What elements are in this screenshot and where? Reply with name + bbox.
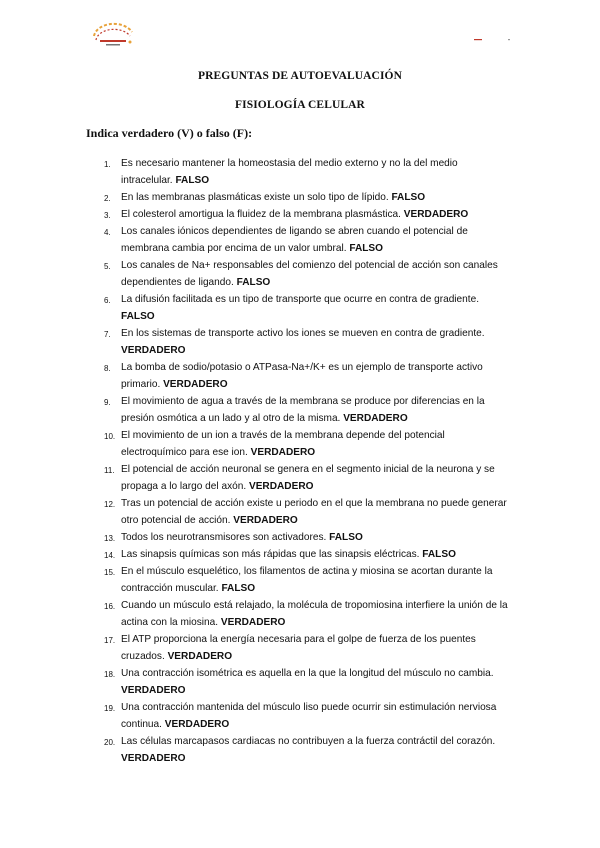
answer-label: VERDADERO (343, 413, 408, 424)
question-item (0, 325, 511, 359)
answer-label: VERDADERO (403, 209, 469, 220)
question-number: 9. (104, 398, 111, 407)
question-item (0, 359, 511, 393)
question-number: 5. (104, 262, 111, 271)
question-item (0, 631, 511, 665)
question-number: 15. (104, 568, 116, 577)
question-item (0, 597, 511, 631)
answer-label: VERDADERO (248, 481, 314, 492)
answer-label: VERDADERO (250, 447, 316, 458)
question-text: Las células marcapasos cardiacas no contribuyen a la fuerza contráctil del corazón. (121, 736, 496, 747)
question-text: Una contracción mantenida del músculo liso puede ocurrir sin estimulación nerviosa continua. (121, 702, 497, 730)
question-text: Todos los neurotransmisores son activadores. (121, 532, 327, 543)
question-text: Los canales de Na+ responsables del comienzo del potencial de acción son canales dependientes de ligando. (121, 260, 498, 288)
question-item (0, 699, 511, 733)
question-item (0, 546, 511, 563)
question-text: La difusión facilitada es un tipo de transporte que ocurre en contra de gradiente. (121, 294, 480, 305)
question-text: El potencial de acción neuronal se genera en el segmento inicial de la neurona y se propaga a lo largo del axón. (121, 464, 495, 492)
question-text: Tras un potencial de acción existe u periodo en el que la membrana no puede generar otro potencial de acción. (121, 498, 507, 526)
question-text: Es necesario mantener la homeostasia del medio externo y no la del medio intracelular. (121, 158, 458, 186)
question-text: El movimiento de un ion a través de la membrana depende del potencial electroquímico para ese ion. (121, 430, 445, 458)
answer-label: FALSO (391, 192, 426, 203)
question-text: En el músculo esquelético, los filamentos de actina y miosina se acortan durante la contracción muscular. (121, 566, 493, 594)
question-item (0, 291, 511, 325)
question-item (0, 665, 511, 699)
question-item (0, 223, 511, 257)
question-text: La bomba de sodio/potasio o ATPasa-Na+/K+ es un ejemplo de transporte activo primario. (121, 362, 483, 390)
question-text: El colesterol amortigua la fluidez de la membrana plasmástica. (121, 209, 401, 220)
question-text: El ATP proporciona la energía necesaria para el golpe de fuerza de los puentes cruzados. (121, 634, 476, 662)
institution-logo (86, 18, 140, 52)
question-number: 3. (104, 211, 111, 220)
question-item (0, 393, 511, 427)
page-subtitle: FISIOLOGÍA CELULAR (235, 99, 365, 111)
question-number: 11. (104, 466, 115, 475)
question-number: 6. (104, 296, 111, 305)
question-text: Los canales iónicos dependientes de ligando se abren cuando el potencial de membrana cambia por encima de un valor umbral. (121, 226, 468, 254)
question-number: 16. (104, 602, 116, 611)
header-mark-right (470, 36, 514, 44)
question-text: Las sinapsis químicas son más rápidas que las sinapsis eléctricas. (121, 549, 420, 560)
answer-label: FALSO (236, 277, 271, 288)
instruction-heading: Indica verdadero (V) o falso (F): (86, 126, 253, 140)
question-text: Cuando un músculo está relajado, la molécula de tropomiosina interfiere la unión de la actina con la miosina. (121, 600, 508, 628)
answer-label: VERDADERO (220, 617, 286, 628)
question-item (0, 257, 511, 291)
question-list (0, 155, 600, 767)
question-item (0, 427, 511, 461)
page-title: PREGUNTAS DE AUTOEVALUACIÓN (198, 70, 402, 82)
question-item (0, 529, 511, 546)
question-number: 13. (104, 534, 116, 543)
question-item (0, 155, 511, 189)
question-item (0, 495, 511, 529)
question-text: El movimiento de agua a través de la membrana se produce por diferencias en la presión osmótica a un lado y al otro de la misma. (121, 396, 485, 424)
answer-label: FALSO (329, 532, 363, 543)
answer-label: VERDADERO (163, 379, 228, 390)
answer-label: FALSO (175, 175, 210, 186)
question-number: 19. (104, 704, 116, 713)
answer-label: VERDADERO (167, 651, 233, 662)
question-number: 8. (104, 364, 111, 373)
question-number: 7. (104, 330, 111, 339)
question-number: 10. (104, 432, 116, 441)
answer-label: VERDADERO (121, 753, 186, 764)
question-item (0, 461, 511, 495)
question-number: 20. (104, 738, 116, 747)
question-number: 18. (104, 670, 116, 679)
answer-label: VERDADERO (121, 685, 186, 696)
question-number: 2. (104, 194, 111, 203)
question-text: Una contracción isométrica es aquella en la que la longitud del músculo no cambia. (121, 668, 494, 679)
question-number: 4. (104, 228, 111, 237)
question-text: En las membranas plasmáticas existe un solo tipo de lípido. (121, 192, 389, 203)
question-number: 17. (104, 636, 116, 645)
question-item (0, 189, 511, 206)
question-item (0, 733, 511, 767)
answer-label: VERDADERO (233, 515, 298, 526)
question-number: 1. (104, 160, 111, 169)
answer-label: FALSO (121, 311, 155, 322)
answer-label: VERDADERO (164, 719, 230, 730)
answer-label: FALSO (221, 583, 256, 594)
answer-label: FALSO (349, 243, 384, 254)
question-number: 12. (104, 500, 116, 509)
answer-label: FALSO (422, 549, 456, 560)
question-item (0, 206, 511, 223)
question-number: 14. (104, 551, 116, 560)
answer-label: VERDADERO (121, 345, 186, 356)
question-item (0, 563, 511, 597)
question-text: En los sistemas de transporte activo los iones se mueven en contra de gradiente. (121, 328, 485, 339)
